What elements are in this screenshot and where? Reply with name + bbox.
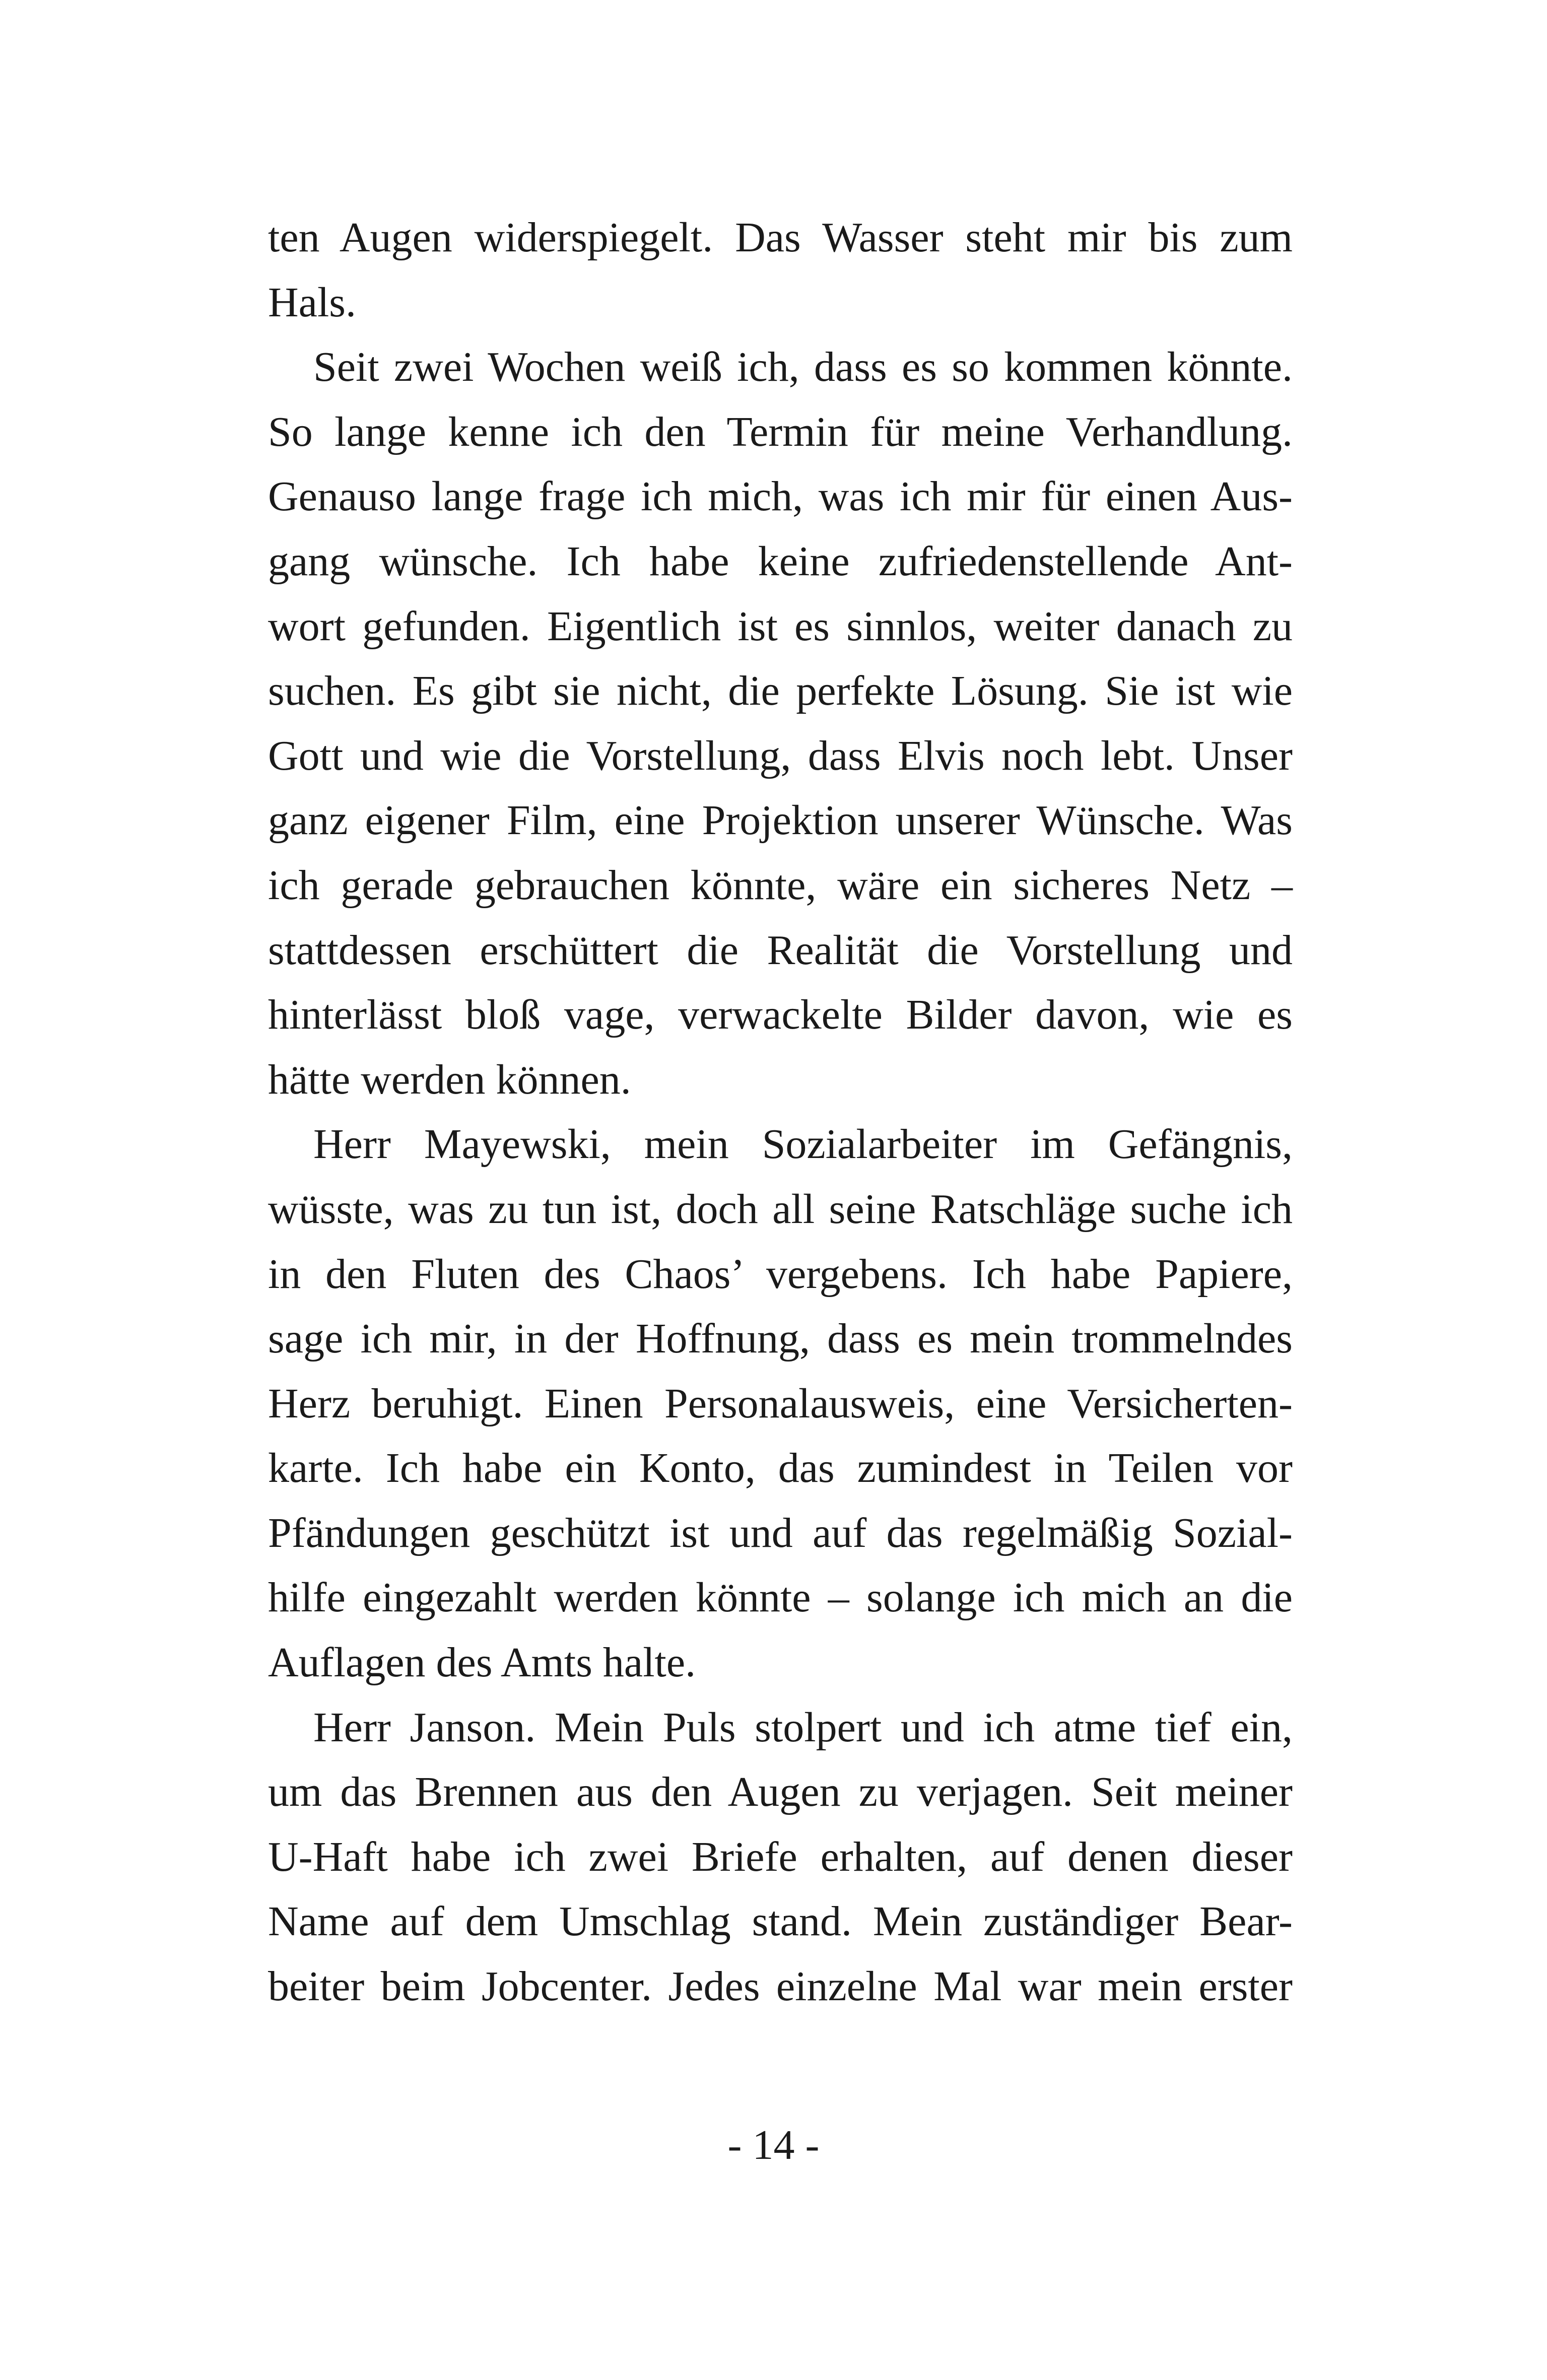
text-line: um das Brennen aus den Augen zu verjagen. Seit meiner (268, 1769, 1293, 1816)
text-line: stattdessen erschüttert die Realität die Vorstellung und (268, 926, 1293, 974)
text-line: Hals. (268, 279, 356, 326)
text-line: in den Fluten des Chaos’ vergebens. Ich habe Papiere, (268, 1250, 1293, 1298)
text-line: Auflagen des Amts halte. (268, 1639, 696, 1686)
paragraph-4 (268, 1695, 1293, 2019)
text-line: Gott und wie die Vorstellung, dass Elvis noch lebt. Unser (268, 732, 1293, 779)
text-line: wüsste, was zu tun ist, doch all seine Ratschläge suche ich (268, 1185, 1293, 1233)
text-line: suchen. Es gibt sie nicht, die perfekte Lösung. Sie ist wie (268, 667, 1293, 715)
text-line: wort gefunden. Eigentlich ist es sinnlos, weiter danach zu (268, 602, 1293, 650)
page-number: - 14 - (727, 2122, 820, 2168)
text-line: Herr Mayewski, mein Sozialarbeiter im Gefängnis, (313, 1121, 1293, 1168)
text-line: karte. Ich habe ein Konto, das zumindest in Teilen vor (268, 1445, 1293, 1492)
paragraph-2 (268, 335, 1293, 1112)
text-line: ten Augen widerspiegelt. Das Wasser steht mir bis zum (268, 214, 1293, 261)
body-text (268, 206, 1293, 2019)
text-line: So lange kenne ich den Termin für meine Verhandlung. (268, 408, 1293, 455)
text-line: hinterlässt bloß vage, verwackelte Bilder davon, wie es (268, 991, 1293, 1039)
paragraph-1 (268, 206, 1293, 335)
text-line: ganz eigener Film, eine Projektion unserer Wünsche. Was (268, 797, 1293, 844)
text-line: Name auf dem Umschlag stand. Mein zuständiger Bear- (268, 1898, 1293, 1945)
text-line: Herr Janson. Mein Puls stolpert und ich atme tief ein, (313, 1704, 1293, 1751)
text-line: Genauso lange frage ich mich, was ich mir für einen Aus- (268, 473, 1293, 520)
text-line: ich gerade gebrauchen könnte, wäre ein sicheres Netz – (268, 861, 1293, 909)
text-line: Seit zwei Wochen weiß ich, dass es so kommen könnte. (313, 344, 1293, 391)
text-line: hilfe eingezahlt werden könnte – solange ich mich an die (268, 1574, 1293, 1621)
paragraph-3 (268, 1112, 1293, 1695)
text-line: Herz beruhigt. Einen Personalausweis, eine Versicherten- (268, 1380, 1293, 1427)
text-line: hätte werden können. (268, 1056, 631, 1103)
text-line: sage ich mir, in der Hoffnung, dass es mein trommelndes (268, 1315, 1293, 1363)
text-line: gang wünsche. Ich habe keine zufriedenstellende Ant- (268, 537, 1293, 585)
text-line: U-Haft habe ich zwei Briefe erhalten, auf denen dieser (268, 1833, 1293, 1880)
text-line: beiter beim Jobcenter. Jedes einzelne Mal war mein erster (268, 1963, 1293, 2010)
text-line: Pfändungen geschützt ist und auf das regelmäßig Sozial- (268, 1509, 1293, 1556)
